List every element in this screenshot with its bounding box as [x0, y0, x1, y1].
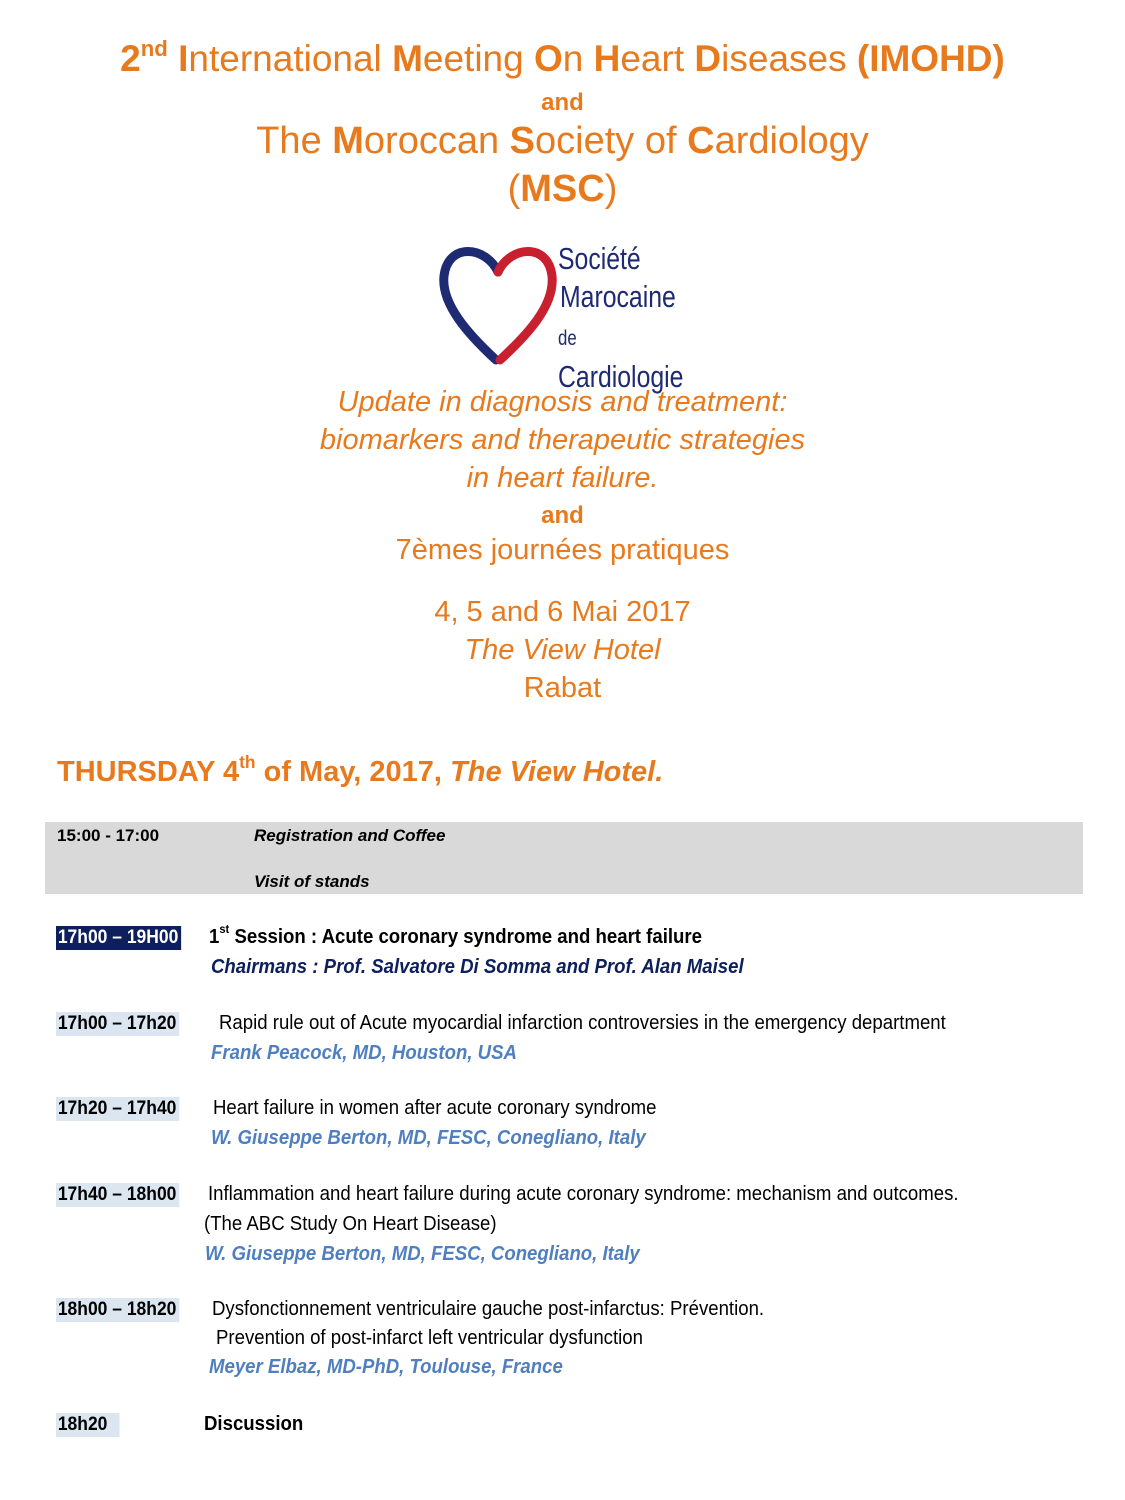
title-abbr: (IMOHD)	[856, 38, 1005, 79]
day-heading	[57, 752, 664, 789]
subtitle-line-1: Update in diagnosis and treatment:	[337, 386, 788, 418]
registration-time: 15:00 - 17:00	[57, 826, 160, 845]
talk-speaker: W. Giuseppe Berton, MD, FESC, Conegliano, Italy	[205, 1243, 640, 1265]
and-connector: and	[541, 89, 584, 116]
heart-icon	[438, 232, 558, 372]
registration-activity-2: Visit of stands	[254, 872, 370, 891]
title-number-sup: nd	[140, 35, 168, 61]
title-part: eeting	[422, 38, 534, 79]
society-logo	[438, 232, 718, 394]
title-abbr: MSC	[520, 168, 605, 210]
talk-speaker: Frank Peacock, MD, Houston, USA	[211, 1042, 517, 1064]
event-dates: 4, 5 and 6 Mai 2017	[434, 596, 691, 628]
talk-title: Inflammation and heart failure during acute coronary syndrome: mechanism and outcomes.	[208, 1183, 959, 1205]
day-rest: of May, 2017,	[255, 756, 451, 788]
session-time: 17h00 – 19H00	[56, 926, 181, 950]
title-initial: O	[533, 38, 563, 79]
title-part: eart	[620, 38, 695, 79]
title-part: nternational	[188, 38, 393, 79]
journees-title: 7èmes journées pratiques	[395, 534, 730, 566]
title-part	[168, 38, 178, 79]
subtitle-line-2: biomarkers and therapeutic strategies	[319, 424, 806, 456]
talk-time: 18h00 – 18h20	[56, 1298, 179, 1322]
title-initial: M	[332, 120, 364, 162]
and-connector-2: and	[541, 502, 584, 529]
talk-time: 17h40 – 18h00	[56, 1183, 179, 1207]
title-part: iseases	[721, 38, 857, 79]
title-line-1	[0, 35, 1125, 80]
session-sup: st	[219, 922, 230, 937]
title-part: oroccan	[363, 120, 510, 162]
title-initial: D	[694, 38, 722, 79]
discussion-label: Discussion	[204, 1413, 304, 1435]
session-title-text: Session : Acute coronary syndrome and heart failure	[229, 926, 702, 948]
registration-activity: Registration and Coffee	[254, 826, 446, 845]
logo-line-3	[558, 316, 686, 396]
title-initial: I	[178, 38, 189, 79]
session-num: 1	[209, 926, 220, 948]
talk-title-line-2: Prevention of post-infarct left ventricular dysfunction	[216, 1327, 643, 1349]
discussion-time: 18h20	[56, 1413, 119, 1437]
logo-wordmark	[558, 240, 718, 396]
talk-title: Rapid rule out of Acute myocardial infarction controversies in the emergency department	[219, 1012, 946, 1034]
talk-speaker: W. Giuseppe Berton, MD, FESC, Conegliano, Italy	[211, 1127, 646, 1149]
session-chairs: Chairmans : Prof. Salvatore Di Somma and Prof. Alan Maisel	[211, 956, 744, 978]
day-label: THURSDAY 4	[57, 756, 240, 788]
talk-title-line-2: (The ABC Study On Heart Disease)	[204, 1213, 497, 1235]
title-line-3	[0, 168, 1125, 211]
talk-title: Dysfonctionnement ventriculaire gauche post-infarctus: Prévention.	[212, 1298, 765, 1320]
day-venue: The View Hotel.	[450, 756, 664, 788]
title-part: ardiology	[714, 120, 869, 162]
talk-time: 17h00 – 17h20	[56, 1012, 179, 1036]
title-part: The	[256, 120, 333, 162]
logo-line-1: Société	[558, 241, 641, 276]
subtitle-line-3: in heart failure.	[466, 462, 659, 494]
title-number: 2	[120, 38, 141, 79]
title-part: ociety of	[535, 120, 688, 162]
title-line-2	[0, 120, 1125, 163]
talk-title: Heart failure in women after acute coronary syndrome	[213, 1097, 657, 1119]
title-initial: C	[687, 120, 715, 162]
logo-line-2: Marocaine	[560, 279, 676, 314]
registration-block	[45, 822, 1083, 894]
event-venue: The View Hotel	[464, 634, 661, 666]
paren-open: (	[507, 168, 521, 210]
title-part: n	[562, 38, 594, 79]
logo-de: de	[558, 327, 577, 350]
talk-speaker: Meyer Elbaz, MD-PhD, Toulouse, France	[209, 1356, 563, 1378]
title-initial: S	[509, 120, 536, 162]
paren-close: )	[604, 168, 618, 210]
logo-cardiologie: Cardiologie	[558, 359, 684, 394]
session-title	[209, 922, 702, 949]
title-initial: M	[392, 38, 423, 79]
day-sup: th	[239, 752, 256, 773]
talk-time: 17h20 – 17h40	[56, 1097, 179, 1121]
event-city: Rabat	[523, 672, 602, 704]
title-initial: H	[593, 38, 621, 79]
